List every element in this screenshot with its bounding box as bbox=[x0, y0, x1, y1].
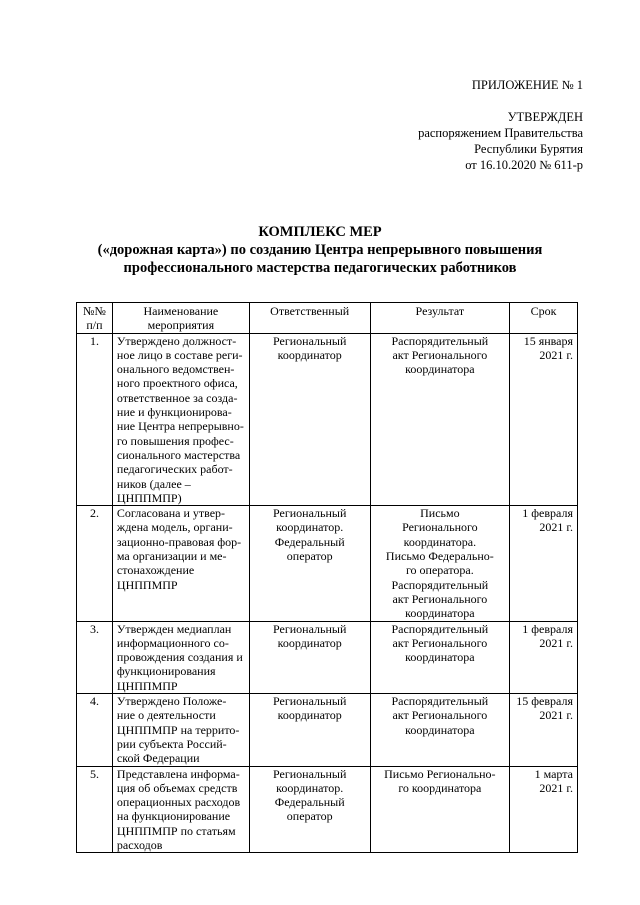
appendix-label: ПРИЛОЖЕНИЕ № 1 bbox=[471, 78, 583, 92]
row-result: Письмо Регионально- го координатора bbox=[370, 766, 510, 853]
row-num: 5. bbox=[77, 766, 113, 853]
table-header-row bbox=[77, 303, 578, 334]
row-result: Распорядительный акт Регионального координатора bbox=[370, 694, 510, 766]
row-responsible: Региональный координатор. Федеральный оператор bbox=[249, 766, 370, 853]
row-name: Утвержден медиаплан информационного со- провождения создания и функционирования ЦНППМПР bbox=[112, 621, 249, 693]
title-line-1: КОМПЛЕКС МЕР bbox=[258, 224, 382, 240]
measures-table bbox=[76, 302, 578, 853]
row-num: 4. bbox=[77, 694, 113, 766]
row-name: Утверждено должност- ное лицо в составе реги- онального ведомствен- ного проектного офиса, ответственное за созда- ние и функционирова- ние Центра непрерывно- го повышения профес- сионального мастерства педагогических работ- ников (далее – ЦНППМПР) bbox=[112, 333, 249, 506]
row-result: Распорядительный акт Регионального координатора bbox=[370, 621, 510, 693]
row-responsible: Региональный координатор. Федеральный оператор bbox=[249, 506, 370, 621]
table-row bbox=[77, 621, 578, 693]
header-term: Срок bbox=[510, 303, 578, 334]
row-result: Распорядительный акт Регионального координатора bbox=[370, 333, 510, 506]
row-term: 15 февраля 2021 г. bbox=[510, 694, 578, 766]
table-row bbox=[77, 506, 578, 621]
row-name: Согласована и утвер- ждена модель, органи- зационно-правовая фор- ма организации и ме- стонахождение ЦНППМПР bbox=[112, 506, 249, 621]
header-num: №№ п/п bbox=[77, 303, 113, 334]
approved-by-line2: Республики Бурятия bbox=[474, 142, 583, 156]
row-num: 2. bbox=[77, 506, 113, 621]
row-result: Письмо Регионального координатора. Письмо Федерально- го оператора. Распорядительный акт Регионального координатора bbox=[370, 506, 510, 621]
row-term: 1 февраля 2021 г. bbox=[510, 621, 578, 693]
row-term: 1 марта 2021 г. bbox=[510, 766, 578, 853]
table-row bbox=[77, 694, 578, 766]
row-responsible: Региональный координатор bbox=[249, 333, 370, 506]
row-term: 1 февраля 2021 г. bbox=[510, 506, 578, 621]
approval-date: от 16.10.2020 № 611-р bbox=[465, 158, 583, 172]
approved-by-line1: распоряжением Правительства bbox=[418, 126, 583, 140]
row-responsible: Региональный координатор bbox=[249, 694, 370, 766]
approval-stamp bbox=[418, 109, 583, 173]
row-term: 15 января 2021 г. bbox=[510, 333, 578, 506]
table-row bbox=[77, 333, 578, 506]
header-responsible: Ответственный bbox=[249, 303, 370, 334]
row-num: 3. bbox=[77, 621, 113, 693]
approved-label: УТВЕРЖДЕН bbox=[507, 110, 583, 124]
header-name: Наименование мероприятия bbox=[112, 303, 249, 334]
document-title bbox=[60, 223, 580, 277]
header-result: Результат bbox=[370, 303, 510, 334]
row-name: Утверждено Положе- ние о деятельности ЦНППМПР на террито- рии субъекта Россий- ской Федерации bbox=[112, 694, 249, 766]
title-line-2: («дорожная карта») по созданию Центра непрерывного повышения bbox=[97, 242, 543, 258]
title-line-3: профессионального мастерства педагогических работников bbox=[123, 260, 517, 276]
row-num: 1. bbox=[77, 333, 113, 506]
table-row bbox=[77, 766, 578, 853]
row-responsible: Региональный координатор bbox=[249, 621, 370, 693]
row-name: Представлена информа- ция об объемах средств операционных расходов на функционирование ЦНППМПР по статьям расходов bbox=[112, 766, 249, 853]
